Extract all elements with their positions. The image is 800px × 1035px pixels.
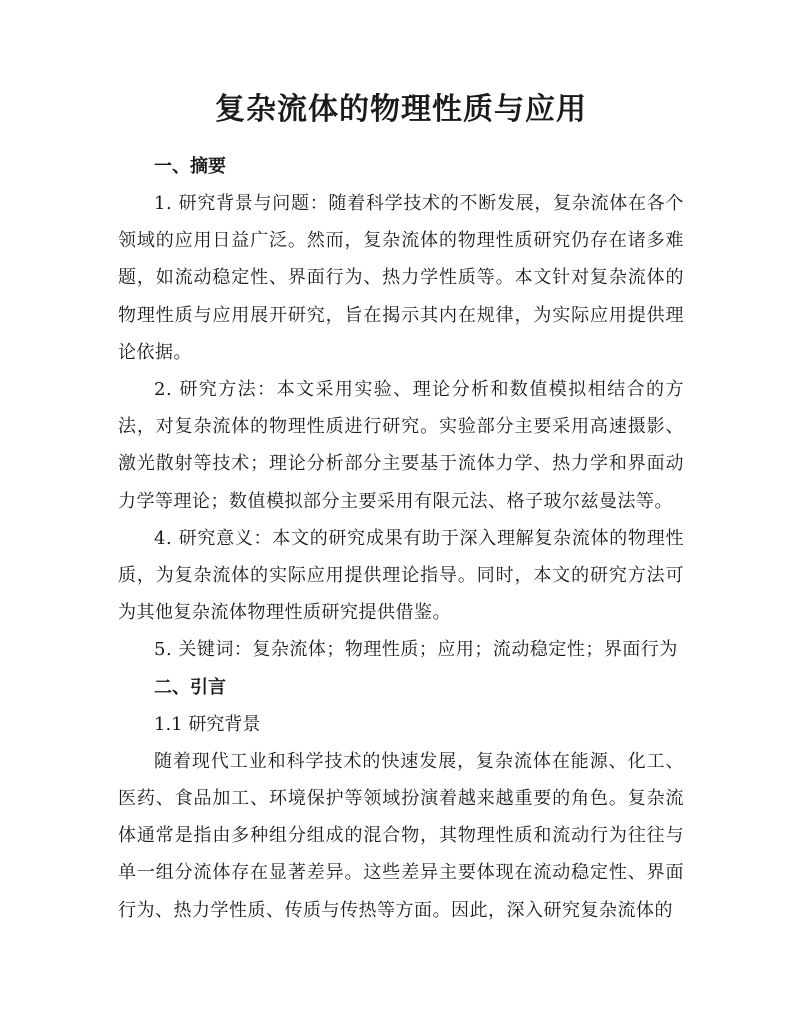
section-heading-abstract: 一、摘要 [154, 156, 226, 177]
introduction-paragraph: 随着现代工业和科学技术的快速发展，复杂流体在能源、化工、医药、食品加工、环境保护等领域扮演着越来越重要的角色。复杂流体通常是指由多种组分组成的混合物，其物理性质和流动行为往往与单一组分流体存在显著差异。这些差异主要体现在流动稳定性、界面行为、热力学性质、传质与传热等方面。因此，深入研究复杂流体的 [118, 750, 684, 921]
abstract-paragraph-methods: 2. 研究方法：本文采用实验、理论分析和数值模拟相结合的方法，对复杂流体的物理性质进行研究。实验部分主要采用高速摄影、激光散射等技术；理论分析部分主要基于流体力学、热力学和界面动力学等理论；数值模拟部分主要采用有限元法、格子玻尔兹曼法等。 [118, 379, 684, 512]
section-heading-introduction: 二、引言 [154, 676, 226, 698]
subsection-heading-background: 1.1 研究背景 [154, 713, 261, 735]
document-title: 复杂流体的物理性质与应用 [215, 92, 587, 127]
document-page [118, 88, 684, 929]
abstract-paragraph-background: 1. 研究背景与问题：随着科学技术的不断发展，复杂流体在各个领域的应用日益广泛。然而，复杂流体的物理性质研究仍存在诸多难题，如流动稳定性、界面行为、热力学性质等。本文针对复杂流体的物理性质与应用展开研究，旨在揭示其内在规律，为实际应用提供理论依据。 [118, 193, 684, 363]
abstract-paragraph-keywords: 5. 关键词：复杂流体；物理性质；应用；流动稳定性；界面行为 [154, 639, 678, 661]
abstract-paragraph-significance: 4. 研究意义：本文的研究成果有助于深入理解复杂流体的物理性质，为复杂流体的实际应用提供理论指导。同时，本文的研究方法可为其他复杂流体物理性质研究提供借鉴。 [118, 527, 684, 624]
